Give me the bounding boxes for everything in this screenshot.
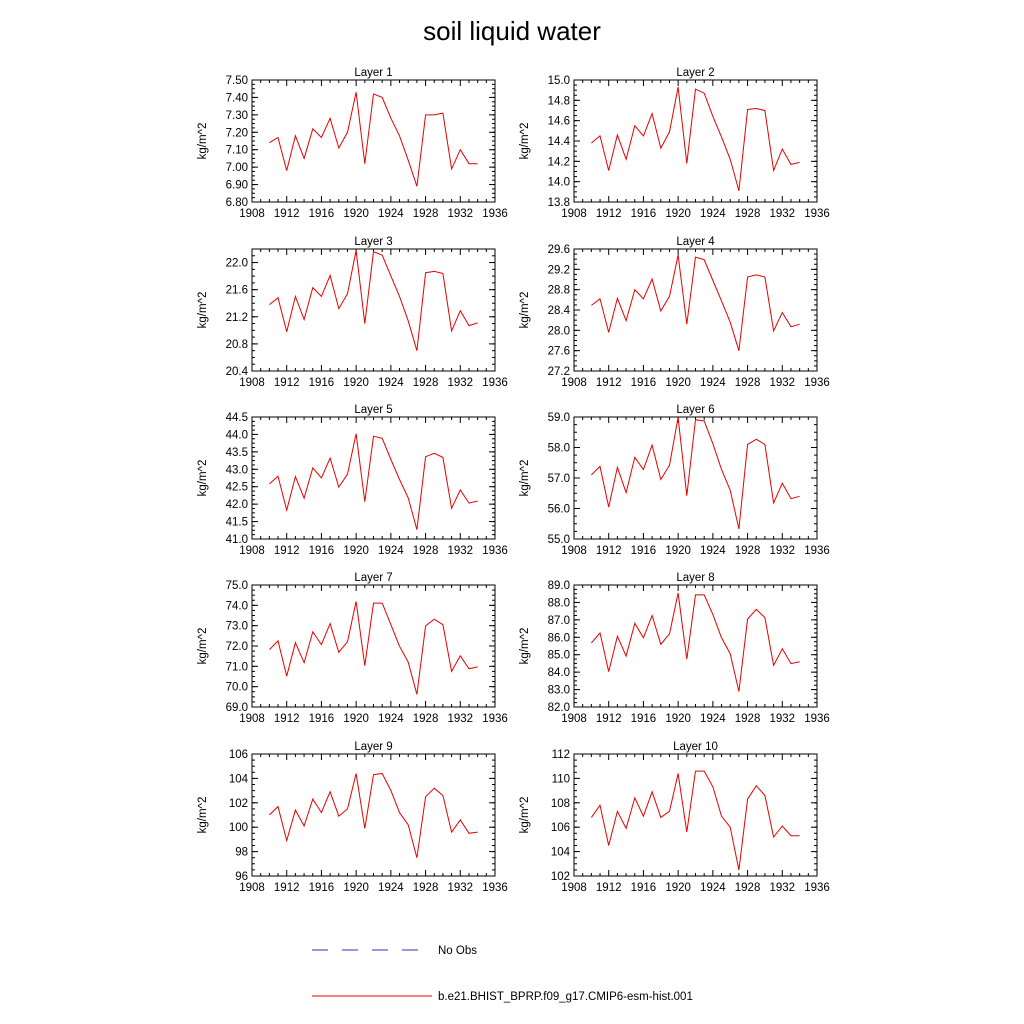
panel-layer-1 bbox=[197, 67, 508, 220]
y-tick-label: 27.2 bbox=[547, 366, 570, 378]
y-tick-label: 70.0 bbox=[225, 681, 248, 694]
y-tick-label: 75.0 bbox=[225, 580, 248, 592]
legend-model-label: b.e21.BHIST_BPRP.f09_g17.CMIP6-esm-hist.001 bbox=[438, 991, 693, 1003]
x-tick-label: 1920 bbox=[665, 208, 691, 220]
x-tick-label: 1932 bbox=[769, 882, 796, 894]
y-tick-label: 88.0 bbox=[547, 597, 570, 610]
x-tick-label: 1912 bbox=[595, 545, 622, 557]
x-tick-label: 1908 bbox=[561, 545, 587, 557]
y-tick-label: 58.0 bbox=[547, 442, 570, 455]
y-tick-label: 7.30 bbox=[225, 109, 248, 122]
y-tick-label: 71.0 bbox=[225, 661, 248, 674]
panel-title: Layer 7 bbox=[354, 572, 393, 584]
x-tick-label: 1912 bbox=[273, 882, 300, 894]
plot-frame bbox=[252, 80, 495, 202]
x-tick-label: 1936 bbox=[804, 377, 830, 389]
x-tick-label: 1912 bbox=[273, 377, 300, 389]
y-tick-label: 106 bbox=[228, 749, 248, 761]
x-tick-label: 1932 bbox=[769, 208, 796, 220]
x-tick-label: 1928 bbox=[412, 545, 439, 557]
y-tick-label: 41.5 bbox=[225, 516, 248, 529]
series-line bbox=[269, 92, 477, 186]
y-tick-label: 98 bbox=[235, 846, 248, 859]
y-tick-label: 6.80 bbox=[225, 197, 248, 209]
x-tick-label: 1932 bbox=[769, 545, 796, 557]
x-tick-label: 1928 bbox=[412, 882, 439, 894]
x-tick-label: 1912 bbox=[273, 713, 300, 725]
x-tick-label: 1932 bbox=[447, 882, 474, 894]
y-tick-label: 86.0 bbox=[547, 632, 570, 645]
x-tick-label: 1936 bbox=[804, 545, 830, 557]
y-tick-label: 104 bbox=[228, 773, 248, 786]
x-tick-label: 1916 bbox=[630, 882, 657, 894]
x-tick-label: 1916 bbox=[630, 545, 657, 557]
x-tick-label: 1908 bbox=[239, 545, 265, 557]
y-tick-label: 89.0 bbox=[547, 580, 570, 592]
x-tick-label: 1912 bbox=[595, 882, 622, 894]
panel-layer-5 bbox=[197, 404, 508, 557]
x-tick-label: 1936 bbox=[482, 208, 508, 220]
x-tick-label: 1936 bbox=[804, 208, 830, 220]
x-tick-label: 1920 bbox=[343, 713, 369, 725]
y-tick-label: 7.00 bbox=[225, 162, 248, 175]
y-tick-label: 7.10 bbox=[225, 144, 248, 157]
panel-title: Layer 10 bbox=[673, 741, 718, 753]
x-tick-label: 1936 bbox=[804, 882, 830, 894]
x-tick-label: 1932 bbox=[447, 208, 474, 220]
x-tick-label: 1912 bbox=[595, 377, 622, 389]
x-tick-label: 1908 bbox=[239, 208, 265, 220]
x-tick-label: 1924 bbox=[700, 882, 726, 894]
panel-title: Layer 3 bbox=[354, 236, 393, 248]
y-tick-label: 20.8 bbox=[225, 338, 248, 351]
x-tick-label: 1908 bbox=[561, 208, 587, 220]
y-tick-label: 14.0 bbox=[547, 176, 570, 189]
y-axis-label: kg/m^2 bbox=[519, 459, 531, 497]
x-tick-label: 1936 bbox=[482, 882, 508, 894]
x-tick-label: 1912 bbox=[595, 713, 622, 725]
x-tick-label: 1916 bbox=[308, 545, 335, 557]
y-tick-label: 87.0 bbox=[547, 614, 570, 627]
y-tick-label: 85.0 bbox=[547, 649, 570, 662]
x-tick-label: 1908 bbox=[561, 377, 587, 389]
x-tick-label: 1924 bbox=[378, 545, 404, 557]
y-tick-label: 74.0 bbox=[225, 600, 248, 613]
y-axis-label: kg/m^2 bbox=[519, 796, 531, 834]
panel-layer-2 bbox=[519, 67, 830, 220]
series-line bbox=[269, 250, 477, 350]
y-tick-label: 27.6 bbox=[547, 345, 570, 358]
y-tick-label: 57.0 bbox=[547, 473, 570, 485]
y-axis-label: kg/m^2 bbox=[197, 122, 209, 160]
y-tick-label: 7.50 bbox=[225, 75, 248, 87]
x-tick-label: 1920 bbox=[343, 377, 369, 389]
legend bbox=[312, 945, 693, 1003]
x-tick-label: 1932 bbox=[769, 377, 796, 389]
x-tick-label: 1928 bbox=[734, 545, 761, 557]
panels bbox=[197, 67, 830, 894]
x-tick-label: 1916 bbox=[308, 208, 335, 220]
y-tick-label: 102 bbox=[550, 871, 570, 883]
x-tick-label: 1912 bbox=[595, 208, 622, 220]
series-line bbox=[269, 774, 477, 858]
x-tick-label: 1920 bbox=[665, 713, 691, 725]
panel-title: Layer 1 bbox=[354, 67, 393, 79]
y-tick-label: 42.5 bbox=[225, 481, 248, 494]
panel-title: Layer 2 bbox=[676, 67, 715, 79]
plot-frame bbox=[252, 249, 495, 371]
x-tick-label: 1936 bbox=[482, 713, 508, 725]
panel-layer-3 bbox=[197, 236, 508, 389]
legend-no-obs-label: No Obs bbox=[438, 945, 477, 957]
x-tick-label: 1920 bbox=[343, 882, 369, 894]
y-tick-label: 55.0 bbox=[547, 534, 570, 546]
y-tick-label: 112 bbox=[551, 749, 570, 761]
y-tick-label: 6.90 bbox=[225, 179, 248, 192]
x-tick-label: 1916 bbox=[630, 713, 657, 725]
panel-layer-10 bbox=[519, 741, 830, 894]
plot-frame bbox=[574, 585, 817, 707]
panel-layer-4 bbox=[519, 236, 830, 389]
x-tick-label: 1924 bbox=[700, 208, 726, 220]
plot-frame bbox=[574, 249, 817, 371]
x-tick-label: 1908 bbox=[561, 882, 587, 894]
y-tick-label: 28.8 bbox=[547, 284, 570, 297]
x-tick-label: 1916 bbox=[308, 713, 335, 725]
y-tick-label: 43.0 bbox=[225, 464, 248, 477]
y-tick-label: 82.0 bbox=[547, 702, 570, 714]
y-tick-label: 7.40 bbox=[225, 92, 248, 105]
series-line bbox=[591, 593, 799, 692]
x-tick-label: 1924 bbox=[378, 377, 404, 389]
series-line bbox=[591, 87, 799, 191]
series-line bbox=[591, 255, 799, 351]
panel-title: Layer 6 bbox=[676, 404, 715, 416]
y-tick-label: 69.0 bbox=[225, 702, 248, 714]
y-tick-label: 84.0 bbox=[547, 667, 570, 680]
x-tick-label: 1932 bbox=[447, 377, 474, 389]
y-axis-label: kg/m^2 bbox=[519, 122, 531, 160]
x-tick-label: 1928 bbox=[734, 713, 761, 725]
x-tick-label: 1928 bbox=[412, 713, 439, 725]
y-tick-label: 20.4 bbox=[225, 366, 248, 378]
x-tick-label: 1924 bbox=[378, 713, 404, 725]
y-axis-label: kg/m^2 bbox=[197, 796, 209, 834]
panel-layer-9 bbox=[197, 741, 508, 894]
x-tick-label: 1920 bbox=[343, 208, 369, 220]
x-tick-label: 1916 bbox=[630, 377, 657, 389]
x-tick-label: 1932 bbox=[769, 713, 796, 725]
x-tick-label: 1928 bbox=[412, 208, 439, 220]
x-tick-label: 1920 bbox=[343, 545, 369, 557]
x-tick-label: 1932 bbox=[447, 713, 474, 725]
x-tick-label: 1912 bbox=[273, 208, 300, 220]
y-tick-label: 14.8 bbox=[547, 95, 570, 108]
y-tick-label: 14.6 bbox=[547, 115, 570, 128]
x-tick-label: 1920 bbox=[665, 882, 691, 894]
y-tick-label: 43.5 bbox=[225, 446, 248, 459]
x-tick-label: 1928 bbox=[734, 377, 761, 389]
x-tick-label: 1908 bbox=[561, 713, 587, 725]
y-tick-label: 100 bbox=[228, 822, 248, 835]
y-tick-label: 29.6 bbox=[547, 244, 570, 256]
y-tick-label: 41.0 bbox=[225, 534, 248, 546]
y-tick-label: 72.0 bbox=[225, 641, 248, 653]
y-tick-label: 15.0 bbox=[547, 75, 570, 87]
x-tick-label: 1924 bbox=[700, 713, 726, 725]
x-tick-label: 1920 bbox=[665, 377, 691, 389]
y-tick-label: 59.0 bbox=[547, 412, 570, 424]
panel-title: Layer 9 bbox=[354, 741, 393, 753]
panel-title: Layer 4 bbox=[676, 236, 715, 248]
plot-frame bbox=[252, 417, 495, 539]
x-tick-label: 1936 bbox=[482, 377, 508, 389]
series-line bbox=[591, 771, 799, 870]
y-tick-label: 42.0 bbox=[225, 499, 248, 512]
x-tick-label: 1908 bbox=[239, 882, 265, 894]
y-tick-label: 28.4 bbox=[547, 305, 570, 317]
y-axis-label: kg/m^2 bbox=[197, 291, 209, 329]
y-tick-label: 108 bbox=[550, 797, 570, 810]
y-tick-label: 44.5 bbox=[225, 412, 248, 424]
x-tick-label: 1936 bbox=[804, 713, 830, 725]
x-tick-label: 1908 bbox=[239, 713, 265, 725]
panel-layer-6 bbox=[519, 404, 830, 557]
y-axis-label: kg/m^2 bbox=[519, 291, 531, 329]
y-tick-label: 104 bbox=[550, 846, 570, 859]
series-line bbox=[269, 434, 477, 530]
figure-title: soil liquid water bbox=[423, 16, 601, 46]
y-tick-label: 7.20 bbox=[225, 127, 248, 140]
y-axis-label: kg/m^2 bbox=[197, 459, 209, 497]
panel-layer-8 bbox=[519, 572, 830, 725]
x-tick-label: 1912 bbox=[273, 545, 300, 557]
x-tick-label: 1920 bbox=[665, 545, 691, 557]
y-axis-label: kg/m^2 bbox=[519, 627, 531, 665]
y-tick-label: 73.0 bbox=[225, 620, 248, 633]
x-tick-label: 1916 bbox=[308, 377, 335, 389]
y-tick-label: 13.8 bbox=[547, 197, 570, 209]
y-tick-label: 110 bbox=[551, 773, 570, 786]
y-tick-label: 29.2 bbox=[547, 264, 570, 277]
x-tick-label: 1928 bbox=[734, 882, 761, 894]
y-tick-label: 22.0 bbox=[225, 257, 248, 270]
series-line bbox=[269, 602, 477, 695]
series-line bbox=[591, 417, 799, 529]
panel-title: Layer 8 bbox=[676, 572, 715, 584]
x-tick-label: 1924 bbox=[700, 545, 726, 557]
x-tick-label: 1924 bbox=[378, 882, 404, 894]
y-tick-label: 56.0 bbox=[547, 503, 570, 516]
y-tick-label: 14.2 bbox=[547, 156, 570, 169]
y-tick-label: 44.0 bbox=[225, 429, 248, 442]
x-tick-label: 1908 bbox=[239, 377, 265, 389]
x-tick-label: 1916 bbox=[308, 882, 335, 894]
y-tick-label: 106 bbox=[550, 822, 570, 835]
x-tick-label: 1916 bbox=[630, 208, 657, 220]
panel-title: Layer 5 bbox=[354, 404, 393, 416]
y-tick-label: 102 bbox=[228, 797, 248, 810]
y-tick-label: 28.0 bbox=[547, 325, 570, 338]
plot-frame bbox=[252, 754, 495, 876]
x-tick-label: 1928 bbox=[412, 377, 439, 389]
y-tick-label: 83.0 bbox=[547, 684, 570, 697]
y-axis-label: kg/m^2 bbox=[197, 627, 209, 665]
x-tick-label: 1924 bbox=[378, 208, 404, 220]
plot-frame bbox=[574, 80, 817, 202]
x-tick-label: 1936 bbox=[482, 545, 508, 557]
x-tick-label: 1924 bbox=[700, 377, 726, 389]
x-tick-label: 1928 bbox=[734, 208, 761, 220]
plot-frame bbox=[574, 417, 817, 539]
x-tick-label: 1932 bbox=[447, 545, 474, 557]
y-tick-label: 14.4 bbox=[547, 136, 570, 148]
panel-layer-7 bbox=[197, 572, 508, 725]
y-tick-label: 21.6 bbox=[225, 284, 248, 297]
y-tick-label: 96 bbox=[235, 871, 248, 883]
y-tick-label: 21.2 bbox=[225, 311, 248, 324]
